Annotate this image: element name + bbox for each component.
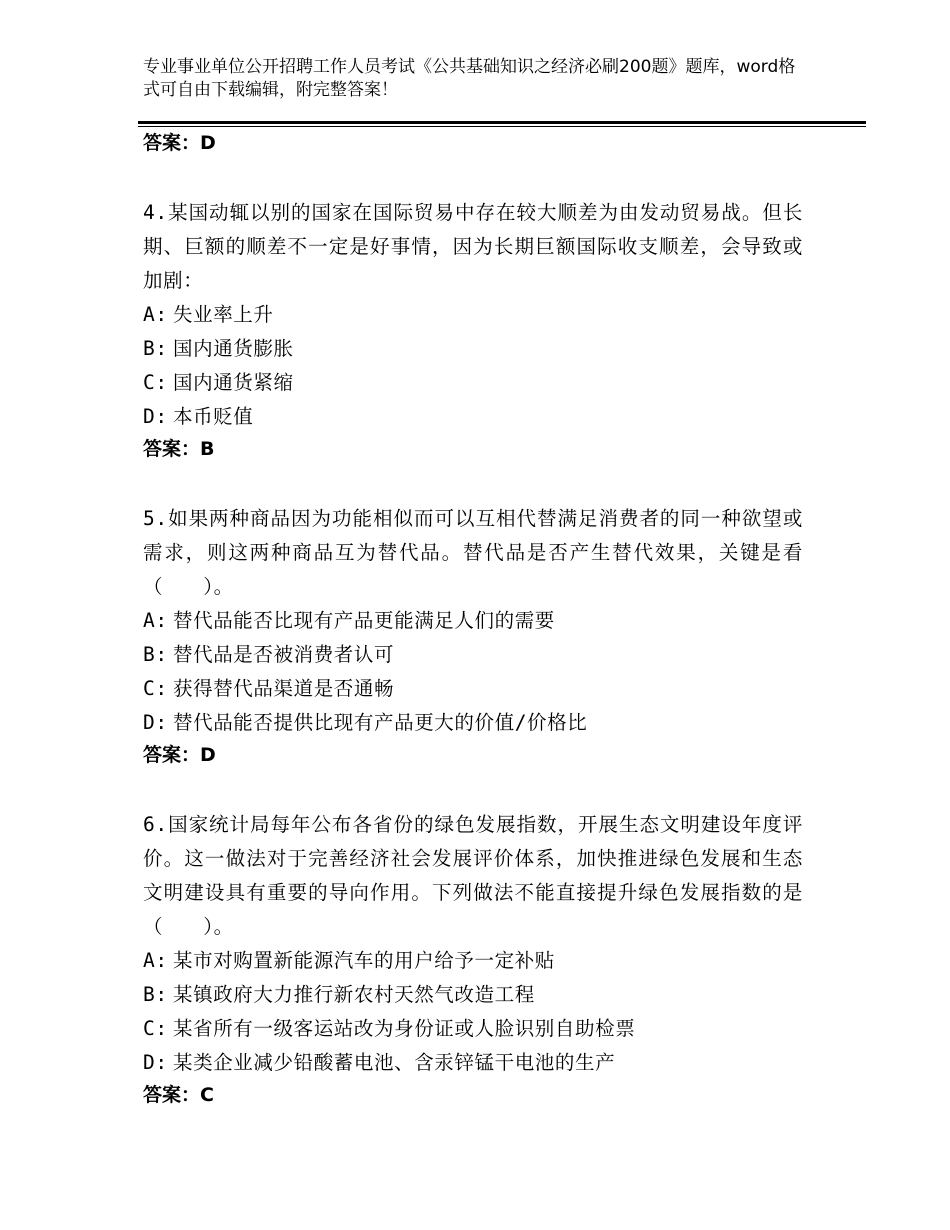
option-letter: A: — [143, 949, 168, 972]
option-text: 失业率上升 — [173, 303, 274, 326]
answer-value: D — [200, 744, 216, 766]
option-item — [143, 332, 803, 366]
answer-value: C — [200, 1084, 214, 1106]
question-block — [143, 502, 803, 770]
answer-line — [143, 434, 803, 464]
option-text: 替代品能否比现有产品更能满足人们的需要 — [173, 609, 555, 632]
option-item — [143, 400, 803, 434]
option-text: 国内通货紧缩 — [173, 371, 294, 394]
answer-label: 答案： — [143, 744, 201, 766]
question-stem: 4.某国动辄以别的国家在国际贸易中存在较大顺差为由发动贸易战。但长期、巨额的顺差不一定是好事情，因为长期巨额国际收支顺差，会导致或加剧： — [143, 201, 803, 292]
answer-label: 答案： — [143, 438, 201, 460]
answer-line — [143, 128, 803, 158]
answer-value: D — [200, 132, 216, 154]
answer-value: B — [200, 438, 215, 460]
answer-label: 答案： — [143, 132, 201, 154]
page-header: 专业事业单位公开招聘工作人员考试《公共基础知识之经济必刷200题》题库，word格式可自由下载编辑，附完整答案！ — [143, 57, 796, 100]
question-stem: 6.国家统计局每年公布各省份的绿色发展指数，开展生态文明建设年度评价。这一做法对于完善经济社会发展评价体系，加快推进绿色发展和生态文明建设具有重要的导向作用。下列做法不能直接提升绿色发展指数的是（ ）。 — [143, 813, 803, 938]
option-text: 本币贬值 — [173, 405, 254, 428]
option-item — [143, 604, 803, 638]
option-text: 国内通货膨胀 — [173, 337, 294, 360]
option-item — [143, 1046, 803, 1080]
answer-line — [143, 740, 803, 770]
option-letter: D: — [143, 1051, 168, 1074]
option-letter: B: — [143, 337, 168, 360]
question-block — [143, 196, 803, 464]
option-letter: C: — [143, 677, 168, 700]
option-letter: A: — [143, 303, 168, 326]
option-text: 某镇政府大力推行新农村天然气改造工程 — [173, 983, 535, 1006]
option-item — [143, 298, 803, 332]
option-text: 某省所有一级客运站改为身份证或人脸识别自助检票 — [173, 1017, 636, 1040]
option-text: 替代品是否被消费者认可 — [173, 643, 395, 666]
option-text: 替代品能否提供比现有产品更大的价值/价格比 — [173, 711, 588, 734]
option-item — [143, 366, 803, 400]
question-block — [143, 808, 803, 1110]
option-letter: C: — [143, 371, 168, 394]
option-letter: A: — [143, 609, 168, 632]
option-item — [143, 978, 803, 1012]
option-item — [143, 706, 803, 740]
option-text: 获得替代品渠道是否通畅 — [173, 677, 395, 700]
option-letter: D: — [143, 711, 168, 734]
option-letter: B: — [143, 643, 168, 666]
option-item — [143, 638, 803, 672]
header-divider — [138, 121, 866, 127]
option-text: 某类企业减少铅酸蓄电池、含汞锌锰干电池的生产 — [173, 1051, 616, 1074]
option-item — [143, 1012, 803, 1046]
question-stem: 5.如果两种商品因为功能相似而可以互相代替满足消费者的同一种欲望或需求，则这两种商品互为替代品。替代品是否产生替代效果，关键是看（ ）。 — [143, 507, 803, 598]
document-body — [143, 128, 803, 1110]
option-letter: C: — [143, 1017, 168, 1040]
answer-label: 答案： — [143, 1084, 201, 1106]
option-letter: D: — [143, 405, 168, 428]
option-item — [143, 944, 803, 978]
option-letter: B: — [143, 983, 168, 1006]
option-item — [143, 672, 803, 706]
answer-line — [143, 1080, 803, 1110]
option-text: 某市对购置新能源汽车的用户给予一定补贴 — [173, 949, 555, 972]
